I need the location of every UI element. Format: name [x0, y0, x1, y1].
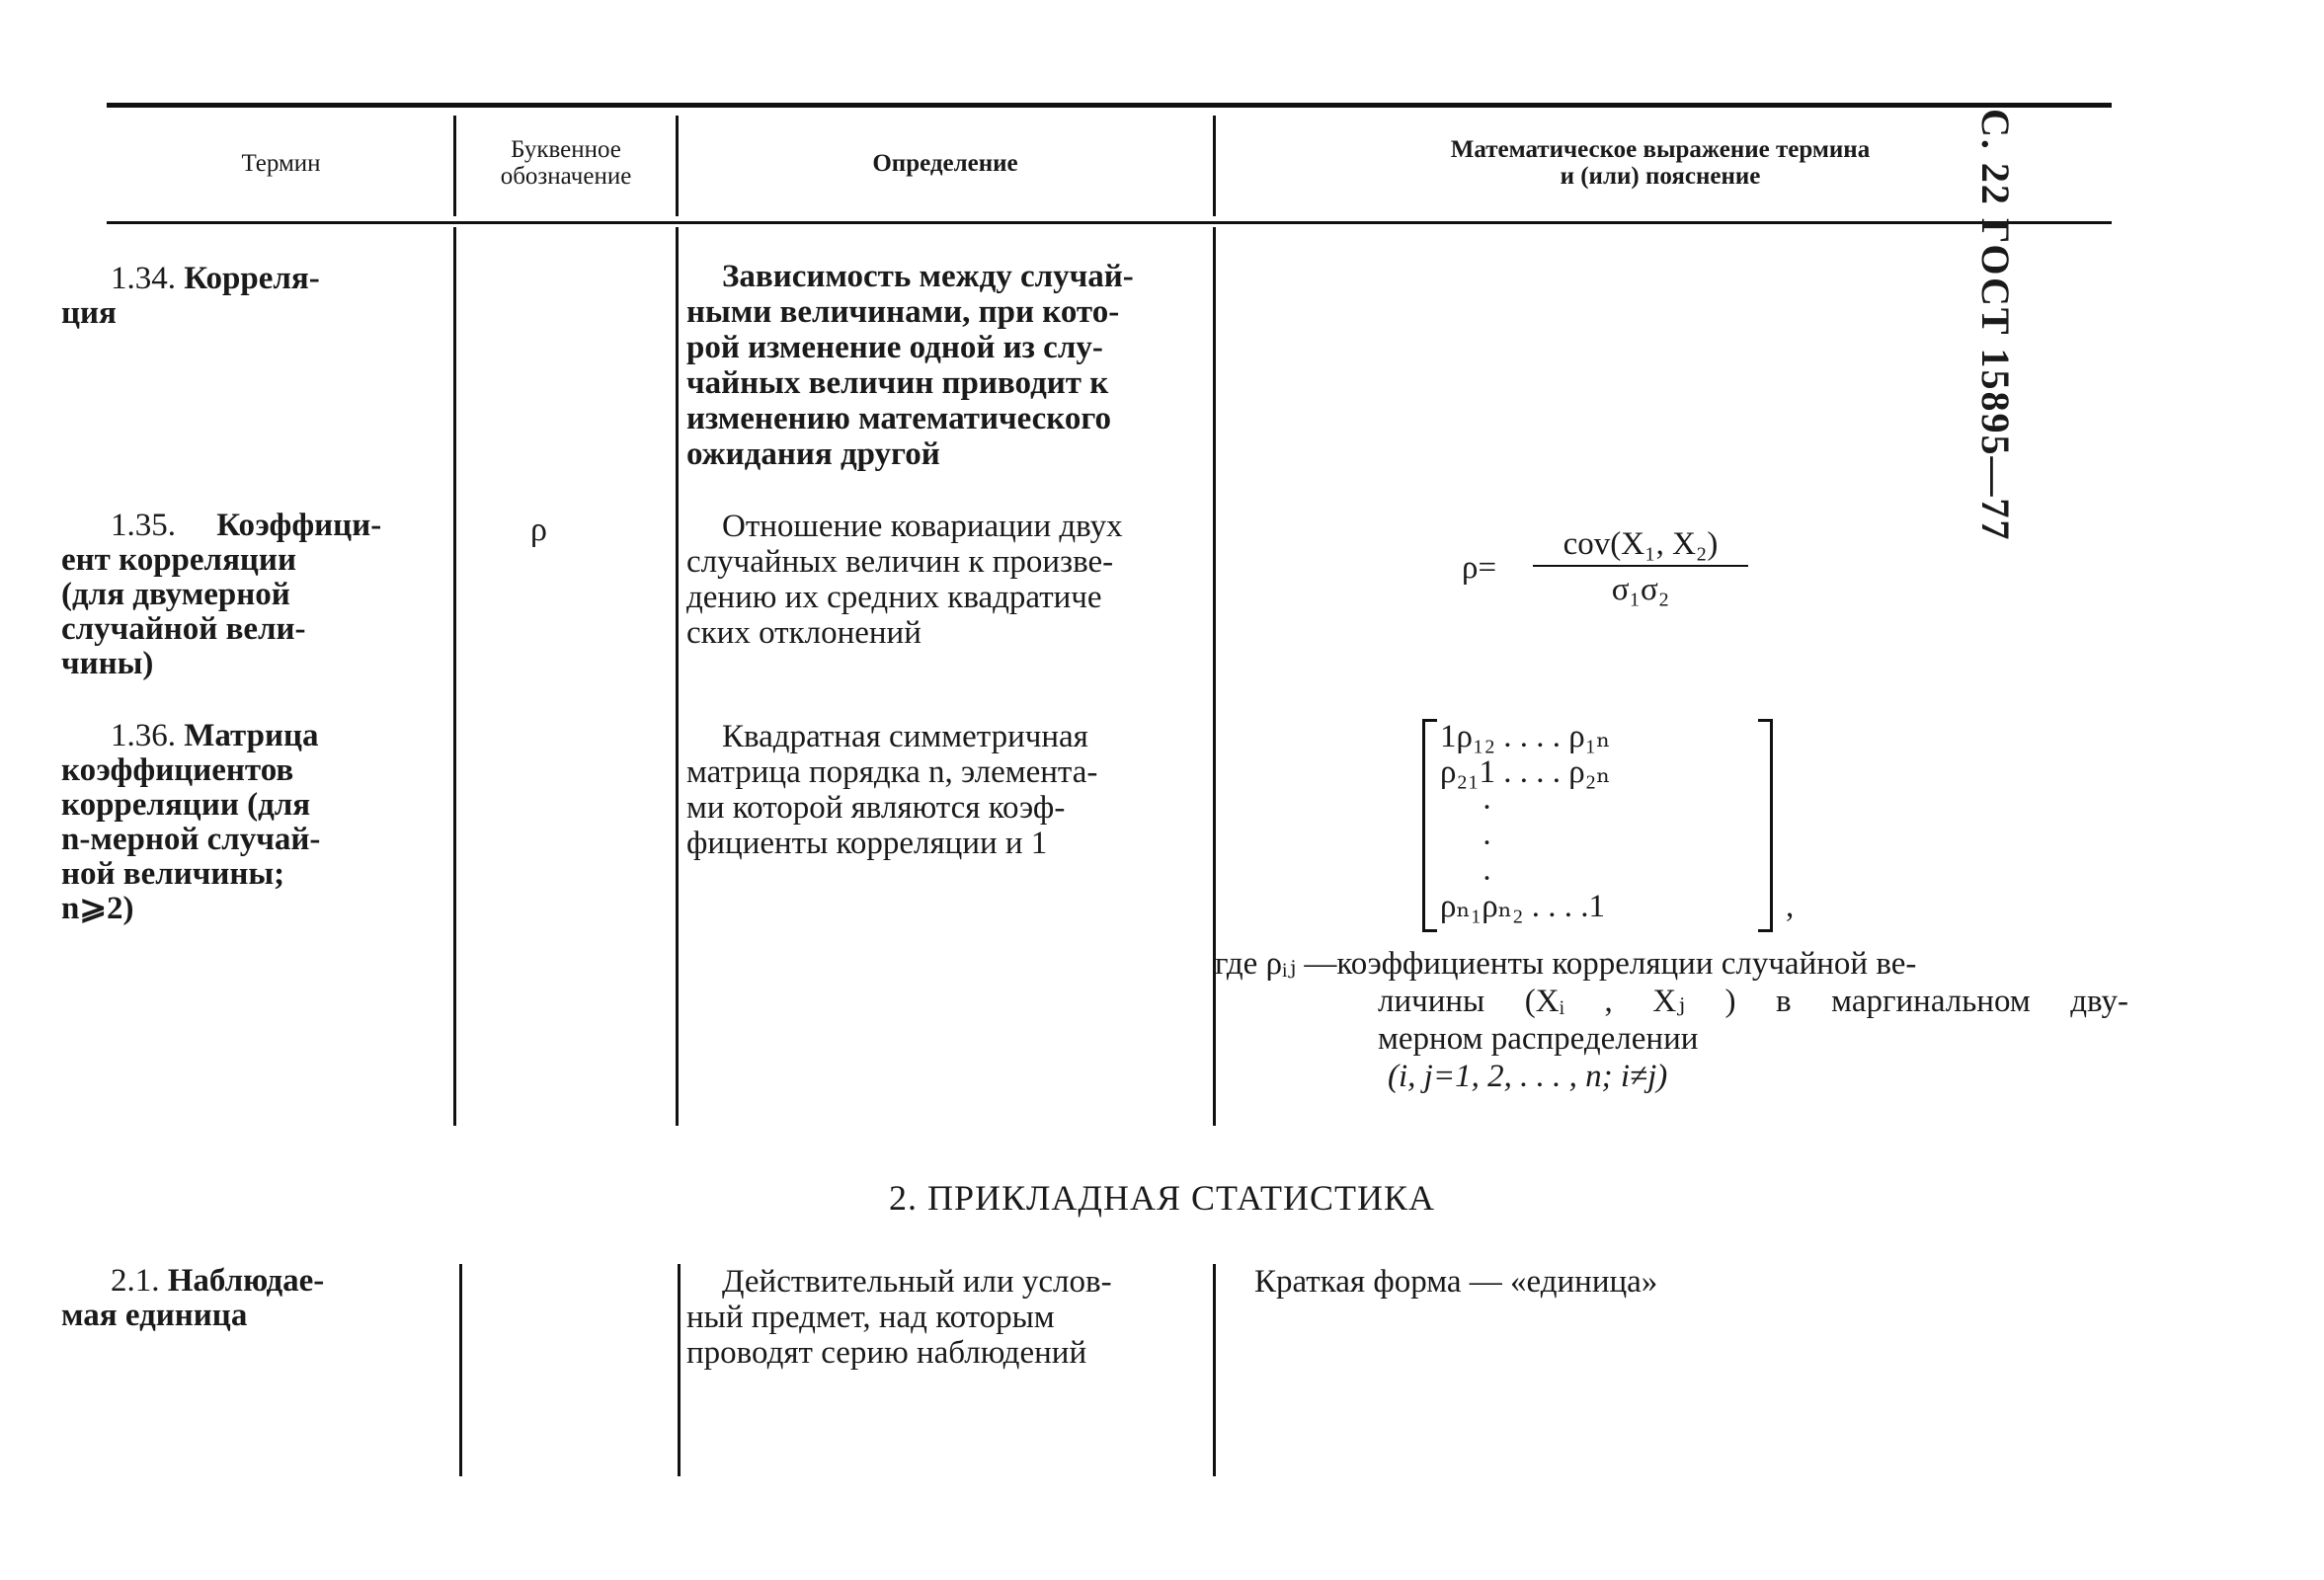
term-title-cont: коэффициентов	[61, 752, 294, 788]
term-title-cont: n⩾2)	[61, 891, 134, 926]
term-title-cont: ция	[61, 295, 117, 331]
definition-2-1	[686, 1264, 1210, 1371]
matrix-row-2: ρ₂₁1 . . . . ρ₂ₙ	[1440, 754, 1611, 790]
section-title: 2. ПРИКЛАДНАЯ СТАТИСТИКА	[888, 1178, 1436, 1218]
def-line: Зависимость между случай-	[722, 259, 1134, 294]
term-title: Матрица	[184, 718, 319, 753]
matrix-dot-1: ·	[1482, 790, 1492, 826]
def-line: рой изменение одной из слу-	[686, 330, 1103, 365]
formula-denominator: σ₁σ₂	[1611, 572, 1670, 607]
explanation-1-36-line3: мерном распределении	[1378, 1021, 1699, 1057]
matrix-dot-3: ·	[1482, 861, 1492, 897]
symbol-rho: ρ	[530, 512, 547, 548]
term-title-cont: (для двумерной	[61, 577, 290, 612]
formula-rho-lhs: ρ=	[1462, 550, 1497, 586]
definition-1-36	[686, 719, 1210, 861]
explanation-2-1: Краткая форма — «единица»	[1254, 1264, 1658, 1300]
explanation-1-36-line1: где ρᵢⱼ —коэффициенты корреляции случайной ве-	[1215, 946, 1917, 982]
matrix-row-1: 1ρ₁₂ . . . . ρ₁ₙ	[1440, 719, 1611, 754]
term-number: 1.34.	[111, 261, 176, 296]
term-title-cont: случайной вели-	[61, 611, 306, 647]
term-1-36	[61, 718, 437, 926]
explanation-1-36-line2: личины (Xᵢ , Xⱼ ) в маргинальном дву-	[1378, 984, 2128, 1019]
def-line: Действительный или услов-	[722, 1264, 1112, 1300]
header-symbol-line2: обозначение	[500, 163, 632, 190]
s2-sep-1	[459, 1264, 462, 1476]
term-number: 1.36.	[111, 718, 176, 753]
header-term: Термин	[241, 150, 321, 177]
definition-1-34	[686, 259, 1210, 472]
definition-1-35	[686, 509, 1210, 651]
def-line: ожидания другой	[686, 436, 940, 472]
term-number: 1.35.	[111, 508, 176, 543]
def-line: случайных величин к произве-	[686, 544, 1114, 580]
term-title-cont: n-мерной случай-	[61, 822, 321, 857]
term-1-35	[61, 508, 437, 681]
def-line: чайных величин приводит к	[686, 365, 1109, 401]
term-title: Корреля-	[184, 261, 320, 296]
formula-numerator: cov(X₁, X₂)	[1563, 526, 1719, 562]
body-sep-1	[453, 227, 456, 1126]
matrix-dot-2: ·	[1482, 826, 1492, 861]
def-line: ми которой являются коэф-	[686, 790, 1066, 826]
s2-sep-2	[678, 1264, 681, 1476]
header-symbol-line1: Буквенное	[511, 136, 621, 163]
term-2-1	[61, 1263, 437, 1333]
def-line: фициенты корреляции и 1	[686, 826, 1048, 861]
header-top-rule	[107, 103, 2112, 108]
page-label: С. 22 ГОСТ 15895—77	[1973, 109, 2018, 542]
def-line: дению их средних квадратиче	[686, 580, 1102, 615]
def-line: Квадратная симметричная	[722, 719, 1088, 754]
term-number: 2.1.	[111, 1263, 160, 1299]
header-symbol	[456, 136, 676, 190]
matrix-right-bracket	[1758, 719, 1773, 932]
body-sep-3	[1213, 227, 1216, 1126]
def-line: проводят серию наблюдений	[686, 1335, 1087, 1371]
explanation-1-36-line4: (i, j=1, 2, . . . , n; i≠j)	[1388, 1059, 1668, 1094]
formula-fraction-bar	[1533, 565, 1748, 567]
term-title-cont: ной величины;	[61, 856, 285, 892]
body-sep-2	[676, 227, 679, 1126]
def-line: ный предмет, над которым	[686, 1300, 1055, 1335]
def-line: матрица порядка n, элемента-	[686, 754, 1098, 790]
header-definition: Определение	[872, 150, 1018, 177]
matrix-left-bracket	[1422, 719, 1437, 932]
header-math-line1: Математическое выражение термина	[1450, 136, 1871, 163]
def-line: ских отклонений	[686, 615, 922, 651]
matrix-row-last: ρₙ₁ρₙ₂ . . . .1	[1440, 889, 1605, 924]
term-title: Наблюдае-	[167, 1263, 325, 1299]
header-bottom-rule	[107, 221, 2112, 224]
matrix-comma: ,	[1786, 889, 1795, 924]
term-title-cont: корреляции (для	[61, 787, 311, 823]
def-line: Отношение ковариации двух	[722, 509, 1123, 544]
def-line: изменению математического	[686, 401, 1112, 436]
header-math-line2: и (или) пояснение	[1560, 163, 1761, 190]
term-1-34	[61, 261, 437, 331]
term-title-cont: мая единица	[61, 1298, 248, 1333]
term-title-cont: чины)	[61, 646, 154, 681]
term-title: Коэффици-	[216, 508, 382, 543]
s2-sep-3	[1213, 1264, 1216, 1476]
term-title-cont: ент корреляции	[61, 542, 296, 578]
def-line: ными величинами, при кото-	[686, 294, 1120, 330]
